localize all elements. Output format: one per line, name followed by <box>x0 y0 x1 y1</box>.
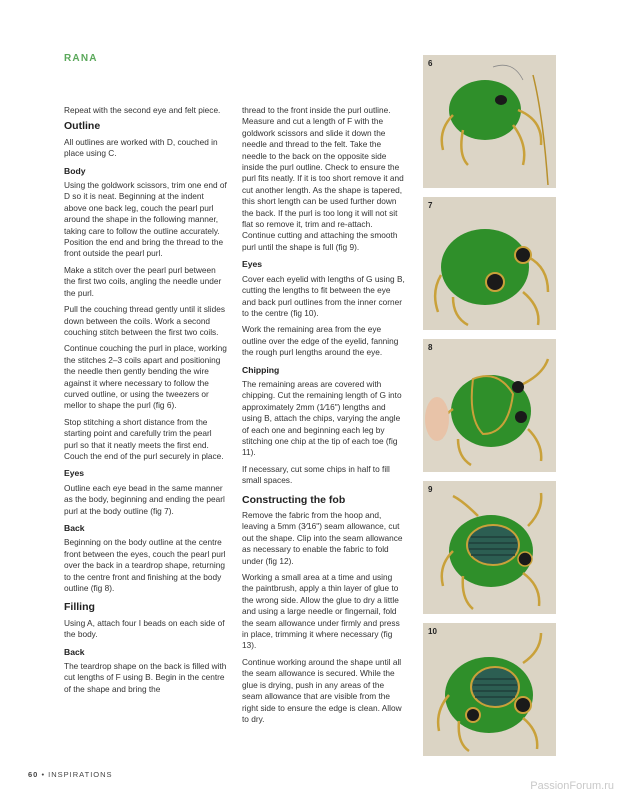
figure-photo <box>423 481 556 614</box>
frog-felt-image <box>423 55 556 188</box>
subheading-back: Back <box>64 646 85 657</box>
paragraph: Remove the fabric from the hoop and, leaving a 5mm (3⁄16") seam allowance, cut out the shape. Clip into the seam allowance as necessary to enable the fabric to fold under (fig 12). <box>242 510 403 566</box>
figure-number: 6 <box>428 59 433 68</box>
paragraph: Outline each eye bead in the same manner as the body, beginning and ending the pearl purl at the body outline (fig 7). <box>64 482 225 516</box>
subheading-body: Body <box>64 165 86 176</box>
section-tag: RANA <box>64 53 98 64</box>
frog-felt-image <box>423 339 556 472</box>
figure-photo <box>423 55 556 188</box>
paragraph: Make a stitch over the pearl purl between the first two coils, angling the needle under the purl. <box>64 264 222 298</box>
heading-outline: Outline <box>64 120 101 133</box>
paragraph: Using A, attach four I beads on each side of the body. <box>64 617 225 640</box>
paragraph: Continue working around the shape until all the seam allowance is secured. While the glue is drying, push in any areas of the seam allowance that are visible from the right side to ensure the edge is clean. Allow to dry. <box>242 656 402 724</box>
paragraph: Work the remaining area from the eye outline over the edge of the eyelid, fanning the rough purl lengths around the eye. <box>242 324 399 358</box>
paragraph: The remaining areas are covered with chipping. Cut the remaining length of G into approximately 2mm (1⁄16") lengths and using B, attach the chips, varying the angle of each one and beginning each leg by stitching one chip at the tip of each toe (fig 11). <box>242 378 402 458</box>
page-number: 60 <box>28 770 39 779</box>
subheading-eyes: Eyes <box>242 259 263 270</box>
magazine-name: INSPIRATIONS <box>48 770 113 779</box>
paragraph: Beginning on the body outline at the centre front between the eyes, couch the pearl purl over the back in a teardrop shape, returning to the centre front and finishing at the body outline (fig 8). <box>64 537 226 594</box>
subheading-eyes: Eyes <box>64 468 85 479</box>
footer-separator: • <box>41 770 46 779</box>
paragraph: thread to the front inside the purl outline. Measure and cut a length of F with the goldwork scissors and slide it down the needle and thread to the felt. Take the needle to the back on the opposite side inside the purl outline. Check to ensure the purl fits neatly. If it is too short remove it and cut another length. As the shape is tapered, this short length can be used further down the back. If the purl is too long it will not sit flat so remove it, trim and re-attach. Continue cutting and attaching the smooth purl until the shape is full (fig 9). <box>242 105 404 252</box>
paragraph: Repeat with the second eye and felt piece. <box>64 105 221 115</box>
figure-number: 10 <box>428 627 437 636</box>
frog-felt-image <box>423 481 556 614</box>
paragraph: Using the goldwork scissors, trim one end of D so it is neat. Beginning at the indent above one back leg, couch the pearl purl around the shape in the following manner, taking care to follow the outline accurately. Position the end and bring the thread to the front outside the pearl purl. <box>64 180 227 259</box>
page-footer <box>28 770 113 779</box>
paragraph: Cover each eyelid with lengths of G using B, cutting the lengths to fit between the eye and back purl outlines from the inner corner to the centre (fig 10). <box>242 273 405 318</box>
figure-photo <box>423 339 556 472</box>
photo-column <box>423 55 556 765</box>
heading-constructing-fob: Constructing the fob <box>242 493 346 506</box>
subheading-chipping: Chipping <box>242 364 280 375</box>
figure-number: 9 <box>428 485 433 494</box>
text-column-right <box>242 105 405 730</box>
figure-number: 7 <box>428 201 433 210</box>
paragraph: The teardrop shape on the back is filled with cut lengths of F using B. Begin in the centre of the shape and bring the <box>64 661 227 694</box>
text-column-left <box>64 105 227 700</box>
paragraph: If necessary, cut some chips in half to fill small spaces. <box>242 463 390 486</box>
subheading-back: Back <box>64 523 85 533</box>
paragraph: Stop stitching a short distance from the starting point and carefully trim the pearl purl so that it neatly meets the first end. Couch the end of the purl securely in place. <box>64 416 224 461</box>
figure-photo <box>423 623 556 756</box>
paragraph: Pull the couching thread gently until it slides down between the coils. Work a second couching stitch between the first two coils. <box>64 304 225 337</box>
figure-number: 8 <box>428 343 433 352</box>
frog-felt-image <box>423 623 556 756</box>
paragraph: Working a small area at a time and using the paintbrush, apply a thin layer of glue to the wrong side. Allow the glue to dry a little and using a large needle or fingernail, fold the seam allowance under firmly and press in place, trimming it where necessary (fig 13). <box>242 572 400 651</box>
watermark: PassionForum.ru <box>530 780 614 792</box>
frog-felt-image <box>423 197 556 330</box>
paragraph: All outlines are worked with D, couched in place using C. <box>64 136 218 159</box>
figure-photo <box>423 197 556 330</box>
heading-filling: Filling <box>64 601 95 614</box>
paragraph: Continue couching the purl in place, working the stitches 2–3 coils apart and positioning the needle then gently bending the wire against it where necessary to follow the curved outline, or using the tweezers or mellor to shape the purl (fig 6). <box>64 343 227 411</box>
